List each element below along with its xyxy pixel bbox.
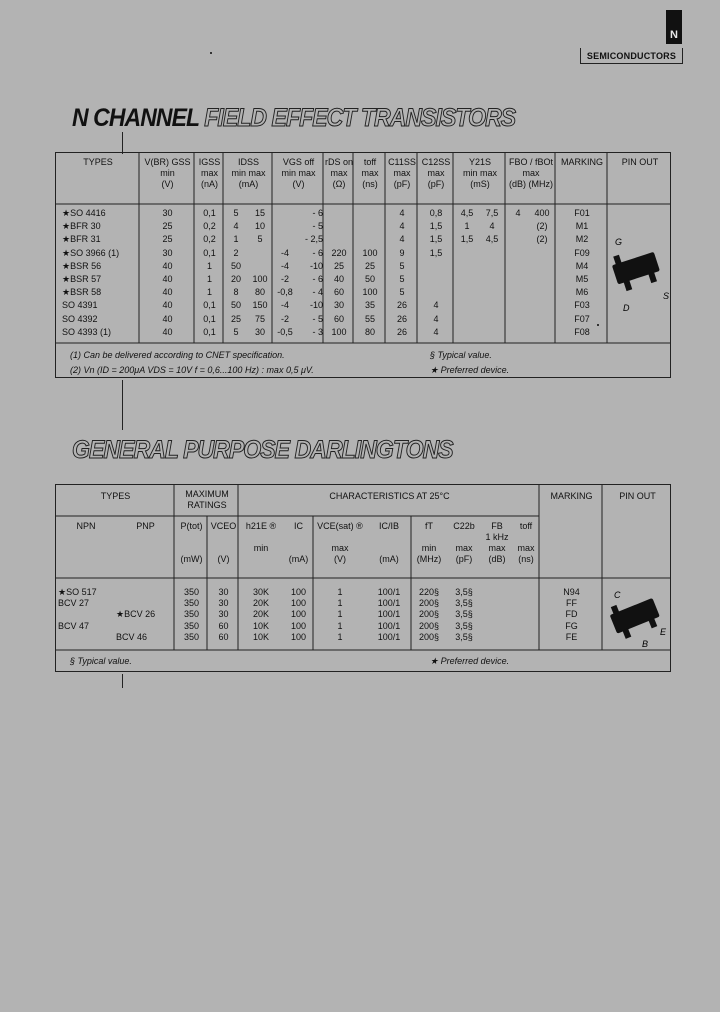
fet-cell-vbr: 30: [162, 247, 173, 258]
fet-cell-vgs-min: -2: [280, 313, 289, 324]
logo-letter: N: [670, 29, 678, 41]
fet-cell-marking: M1: [575, 221, 589, 232]
fet-cell-idss-max: 100: [252, 274, 268, 284]
darl-cell-ft: 200§: [418, 598, 440, 609]
darl-cell-h21e: 30K: [252, 587, 269, 597]
fet-package-drawing: [609, 233, 671, 313]
darl-cell-ptot: 350: [183, 609, 200, 620]
fet-table-row: [56, 208, 608, 220]
darl-package-drawing: [604, 583, 670, 649]
fet-cell-idss-max: 75: [254, 313, 265, 324]
darl-header-pinout: PIN OUT: [619, 491, 656, 501]
fet-cell-fbo: (2): [536, 234, 548, 245]
fet-cell-idss-min: 8: [233, 287, 239, 298]
fet-cell-idss-min: 5: [233, 208, 239, 218]
fet-cell-idss-min: 1: [233, 234, 239, 245]
darl-cell-c22b: 3,5§: [455, 620, 473, 631]
fet-cell-marking: F03: [574, 300, 590, 311]
fet-header-pinout: PIN OUT: [621, 157, 659, 167]
fet-cell-idss-min: 5: [233, 326, 239, 337]
darl-cell-marking: FD: [565, 609, 578, 620]
darl-cell-vce: 1: [337, 620, 343, 631]
darl-table-row: [56, 632, 603, 643]
darl-cell-ic: 100: [290, 587, 307, 597]
fet-table-frame: [55, 152, 671, 378]
fet-cell-vgs-min: -4: [280, 260, 289, 271]
fet-cell-vbr: 25: [162, 221, 173, 232]
fet-note-2: (2) Vn (ID = 200μA VDS = 10V f = 0,6...100 Hz) : max 0,5 μV.: [70, 365, 314, 375]
darl-header-characteristics: CHARACTERISTICS AT 25°C: [329, 491, 450, 501]
fet-cell-igss: 0,1: [203, 208, 216, 218]
fet-cell-y21-min: 1: [464, 221, 470, 232]
darl-cell-marking: FF: [566, 598, 577, 609]
fet-cell-y21-max: 4: [489, 221, 495, 232]
fet-cell-idss-min: 50: [230, 260, 241, 271]
fet-cell-c12: 4: [433, 313, 439, 324]
fet-cell-type: ★BSR 56: [62, 260, 102, 271]
fet-cell-vbr: 40: [162, 326, 173, 337]
fet-cell-vgs-min: -4: [280, 247, 289, 258]
darl-header-max-ratings: MAXIMUM RATINGS: [185, 489, 229, 510]
fet-cell-vgs-max: - 4: [312, 287, 323, 298]
fet-header-toff: toff max (ns): [361, 157, 379, 189]
fet-note-1: (1) Can be delivered according to CNET specification.: [70, 350, 285, 360]
fet-cell-vgs-min: -4: [280, 300, 289, 311]
fet-cell-type: ★SO 3966 (1): [62, 247, 120, 258]
speck: [210, 52, 212, 54]
margin-rule: [122, 380, 123, 430]
fet-table-row: [56, 300, 608, 312]
darl-cell-npn: BCV 47: [58, 620, 90, 631]
fet-cell-idss-max: 15: [254, 208, 265, 218]
fet-cell-c11: 5: [399, 260, 405, 271]
darl-cell-vce: 1: [337, 587, 343, 597]
fet-cell-fbo: 400: [534, 208, 550, 218]
fet-cell-c12: 0,8: [429, 208, 443, 218]
fet-cell-igss: 0,1: [203, 326, 216, 337]
fet-cell-vbr: 25: [162, 234, 173, 245]
pin-label-s: S: [663, 291, 670, 301]
darl-table-row: [56, 587, 603, 598]
fet-cell-toff: 80: [364, 326, 375, 337]
darl-cell-ic: 100: [290, 620, 307, 631]
fet-cell-idss-max: 5: [257, 234, 263, 245]
fet-cell-c11: 9: [399, 247, 405, 258]
darl-header-h21e: h21E ® min: [245, 521, 277, 553]
darl-header-icib: IC/IB (mA): [378, 521, 399, 564]
fet-header-vgs: VGS off min max (V): [281, 157, 316, 189]
fet-cell-vgs-max: - 6: [312, 274, 323, 284]
fet-cell-marking: M6: [575, 287, 589, 298]
fet-cell-vgs-min: -2: [280, 274, 289, 284]
darl-cell-marking: N94: [563, 587, 580, 597]
darl-header-toff: toff max (ns): [517, 521, 535, 564]
darl-cell-ptot: 350: [183, 631, 200, 642]
darl-header-ft: fT min (MHz): [416, 521, 442, 564]
fet-cell-fb: 4: [515, 208, 521, 218]
darl-cell-vceo: 30: [218, 609, 229, 620]
darl-cell-icib: 100/1: [377, 598, 401, 609]
fet-note-4: ★ Preferred device.: [430, 365, 510, 375]
pin-label-d: D: [623, 303, 630, 313]
darl-cell-vceo: 30: [218, 587, 229, 597]
fet-cell-toff: 100: [362, 247, 378, 258]
darl-cell-pnp: BCV 46: [116, 631, 148, 642]
fet-cell-marking: F08: [574, 326, 590, 337]
darl-header-ptot: P(tot) (mW): [180, 521, 203, 564]
fet-cell-idss-min: 4: [233, 221, 239, 232]
darl-cell-c22b: 3,5§: [455, 609, 473, 620]
fet-cell-c11: 5: [399, 274, 405, 284]
darl-header-types: TYPES: [100, 491, 131, 501]
darl-cell-vceo: 60: [218, 620, 229, 631]
darl-note-1: § Typical value.: [70, 656, 132, 666]
fet-table-row: [56, 314, 608, 326]
darl-cell-npn: BCV 27: [58, 598, 90, 609]
fet-cell-type: ★SO 4416: [62, 208, 106, 218]
fet-cell-toff: 55: [364, 313, 375, 324]
darl-cell-ic: 100: [290, 631, 307, 642]
fet-cell-idss-min: 25: [230, 313, 241, 324]
fet-cell-vgs-max: - 6: [312, 208, 323, 218]
fet-section-title: [72, 104, 515, 133]
fet-table-row: [56, 221, 608, 233]
darl-header-vceo: VCEO (V): [210, 521, 237, 564]
fet-cell-type: ★BSR 58: [62, 287, 102, 298]
fet-title-solid: N CHANNEL: [72, 104, 199, 132]
brand-label: SEMICONDUCTORS: [580, 48, 683, 64]
fet-cell-igss: 0,2: [203, 221, 216, 232]
fet-cell-vgs-max: -10: [309, 300, 323, 311]
darl-cell-ic: 100: [290, 609, 307, 620]
darl-cell-ft: 200§: [418, 609, 440, 620]
darl-cell-c22b: 3,5§: [455, 587, 473, 597]
fet-cell-y21-max: 4,5: [485, 234, 499, 245]
darl-cell-c22b: 3,5§: [455, 598, 473, 609]
fet-cell-idss-max: 150: [252, 300, 268, 311]
fet-cell-type: ★BSR 57: [62, 274, 102, 284]
darl-cell-icib: 100/1: [377, 609, 401, 620]
darl-note-2: ★ Preferred device.: [430, 656, 510, 666]
darl-cell-icib: 100/1: [377, 587, 401, 597]
fet-header-rds: rDS on max (Ω): [324, 157, 353, 189]
fet-cell-idss-min: 2: [233, 247, 239, 258]
darl-header-npn: NPN: [76, 521, 96, 531]
fet-table-row: [56, 287, 608, 299]
darl-cell-icib: 100/1: [377, 620, 401, 631]
fet-cell-c11: 26: [396, 300, 407, 311]
darl-header-ic: IC (mA): [288, 521, 309, 564]
fet-cell-vgs-max: - 6: [312, 247, 323, 258]
fet-cell-vbr: 40: [162, 274, 173, 284]
darl-header-pnp: PNP: [136, 521, 155, 531]
fet-table-row: [56, 248, 608, 260]
darl-header-vcesat: VCE(sat) ® max (V): [317, 521, 363, 564]
margin-rule: [122, 674, 123, 688]
fet-cell-c11: 4: [399, 221, 405, 232]
fet-cell-vgs-max: - 2,5: [304, 234, 323, 245]
fet-cell-type: SO 4392: [62, 313, 98, 324]
fet-cell-c12: 4: [433, 326, 439, 337]
fet-cell-idss-min: 50: [230, 300, 241, 311]
darl-table-row: [56, 609, 603, 620]
fet-cell-rds: 220: [331, 247, 347, 258]
fet-cell-marking: F07: [574, 313, 590, 324]
fet-table-row: [56, 274, 608, 286]
fet-cell-c11: 4: [399, 208, 405, 218]
fet-cell-marking: M2: [575, 234, 589, 245]
fet-cell-toff: 100: [362, 287, 378, 298]
speck: [597, 324, 599, 326]
fet-cell-idss-max: 30: [254, 326, 265, 337]
fet-table-row: [56, 327, 608, 339]
darl-cell-ptot: 350: [183, 598, 200, 609]
darl-cell-ic: 100: [290, 598, 307, 609]
pin-label-c: C: [614, 590, 621, 600]
fet-cell-rds: 40: [333, 274, 344, 284]
fet-header-marking: MARKING: [560, 157, 603, 167]
fet-cell-c12: 1,5: [429, 247, 443, 258]
fet-cell-c11: 26: [396, 326, 407, 337]
fet-cell-idss-min: 20: [230, 274, 241, 284]
fet-cell-c11: 4: [399, 234, 405, 245]
darl-cell-h21e: 20K: [252, 609, 269, 620]
margin-rule: [122, 132, 123, 154]
fet-cell-vbr: 40: [162, 313, 173, 324]
fet-cell-y21-max: 7,5: [485, 208, 499, 218]
darl-cell-h21e: 10K: [252, 620, 269, 631]
darl-cell-h21e: 20K: [252, 598, 269, 609]
fet-cell-c12: 1,5: [429, 234, 443, 245]
fet-cell-igss: 1: [206, 274, 212, 284]
darl-table-grid: [55, 484, 671, 672]
pin-label-e: E: [660, 627, 667, 637]
fet-cell-c11: 26: [396, 313, 407, 324]
darl-cell-vce: 1: [337, 609, 343, 620]
fet-cell-type: ★BFR 30: [62, 221, 101, 232]
fet-cell-type: SO 4391: [62, 300, 98, 311]
fet-cell-marking: F09: [574, 247, 590, 258]
darl-cell-npn: ★SO 517: [58, 587, 97, 597]
darl-cell-pnp: ★BCV 26: [116, 609, 156, 620]
darl-cell-marking: FG: [565, 620, 578, 631]
fet-cell-vgs-max: - 5: [312, 221, 323, 232]
fet-cell-vbr: 30: [162, 208, 173, 218]
pin-label-g: G: [615, 237, 623, 247]
darl-header-fb: FB 1 kHz max (dB): [485, 521, 509, 564]
fet-header-igss: IGSS max (nA): [198, 157, 221, 189]
fet-cell-vgs-max: -10: [309, 260, 323, 271]
darl-cell-ptot: 350: [183, 620, 200, 631]
darl-cell-vceo: 30: [218, 598, 229, 609]
fet-title-outline: FIELD EFFECT TRANSISTORS: [204, 104, 516, 132]
fet-cell-rds: 30: [333, 300, 344, 311]
fet-cell-vbr: 40: [162, 300, 173, 311]
fet-cell-vgs-max: - 5: [312, 313, 323, 324]
company-logo: [666, 10, 682, 44]
fet-header-idss: IDSS min max (mA): [231, 157, 266, 189]
darl-cell-c22b: 3,5§: [455, 631, 473, 642]
fet-cell-vgs-max: - 3: [312, 326, 323, 337]
fet-note-3: § Typical value.: [430, 350, 492, 360]
fet-header-vbr: V(BR) GSS min (V): [144, 157, 191, 189]
fet-cell-c11: 5: [399, 287, 405, 298]
darl-cell-icib: 100/1: [377, 631, 401, 642]
darl-cell-ft: 200§: [418, 620, 440, 631]
darl-cell-vceo: 60: [218, 631, 229, 642]
fet-cell-toff: 50: [364, 274, 375, 284]
darlington-section-title: GENERAL PURPOSE DARLINGTONS: [72, 436, 453, 464]
darl-header-c22b: C22b max (pF): [453, 521, 475, 564]
fet-header-c11: C11SS max (pF): [388, 157, 416, 189]
fet-cell-marking: M4: [575, 260, 589, 271]
fet-cell-y21-min: 1,5: [460, 234, 474, 245]
fet-header-fbo: FBO / fBOt max (dB) (MHz): [508, 157, 553, 189]
darl-cell-marking: FE: [565, 631, 578, 642]
fet-cell-marking: F01: [574, 208, 590, 218]
fet-cell-igss: 0,1: [203, 300, 216, 311]
darl-table-row: [56, 621, 603, 632]
fet-cell-vgs-min: -0,5: [277, 326, 293, 337]
fet-table-row: [56, 234, 608, 246]
fet-cell-toff: 25: [364, 260, 375, 271]
fet-header-types: TYPES: [83, 157, 113, 167]
fet-cell-idss-max: 10: [254, 221, 265, 232]
fet-cell-vgs-min: -0,8: [277, 287, 293, 298]
fet-cell-type: SO 4393 (1): [62, 326, 112, 337]
fet-cell-igss: 0,1: [203, 247, 216, 258]
darl-cell-ft: 200§: [418, 631, 440, 642]
fet-cell-vbr: 40: [162, 260, 173, 271]
fet-cell-vbr: 40: [162, 287, 173, 298]
fet-cell-rds: 60: [333, 287, 344, 298]
darl-cell-vce: 1: [337, 598, 343, 609]
fet-cell-rds: 60: [333, 313, 344, 324]
fet-cell-c12: 4: [433, 300, 439, 311]
fet-cell-toff: 35: [364, 300, 375, 311]
fet-cell-igss: 1: [206, 260, 212, 271]
fet-cell-marking: M5: [575, 274, 589, 284]
fet-cell-type: ★BFR 31: [62, 234, 101, 245]
fet-cell-igss: 1: [206, 287, 212, 298]
darl-cell-vce: 1: [337, 631, 343, 642]
fet-cell-igss: 0,1: [203, 313, 216, 324]
fet-cell-c12: 1,5: [429, 221, 443, 232]
fet-cell-fbo: (2): [536, 221, 548, 232]
fet-cell-rds: 100: [331, 326, 347, 337]
darl-table-frame: [55, 484, 671, 672]
darl-header-marking: MARKING: [550, 491, 593, 501]
fet-cell-igss: 0,2: [203, 234, 216, 245]
pin-label-b: B: [642, 639, 649, 649]
fet-header-y21: Y21S min max (mS): [462, 157, 497, 189]
fet-table-row: [56, 261, 608, 273]
darl-cell-ft: 220§: [418, 587, 440, 597]
fet-cell-idss-max: 80: [254, 287, 265, 298]
darl-cell-ptot: 350: [183, 587, 200, 597]
fet-header-c12: C12SS max (pF): [421, 157, 451, 189]
fet-cell-rds: 25: [333, 260, 344, 271]
darl-table-row: [56, 598, 603, 609]
darl-cell-h21e: 10K: [252, 631, 269, 642]
fet-cell-y21-min: 4,5: [460, 208, 474, 218]
